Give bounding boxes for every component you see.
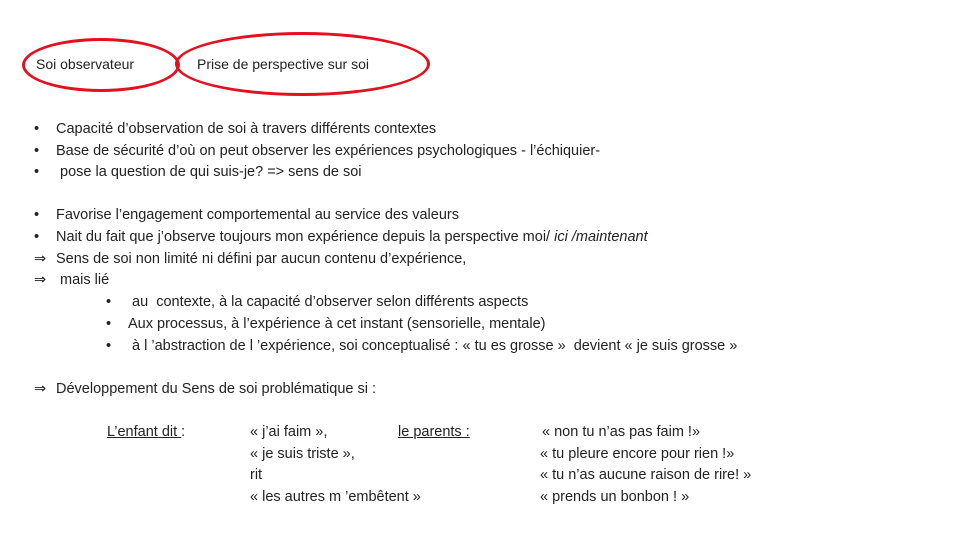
bullet-glyph: •	[34, 164, 40, 180]
sub-bullet-text: à l ’abstraction de l ’expérience, soi conceptualisé : « tu es grosse » devient « je suis grosse »	[128, 338, 738, 354]
bullet-text: Capacité d’observation de soi à travers différents contextes	[56, 121, 437, 137]
child-label	[107, 423, 185, 441]
bullet-glyph: •	[34, 207, 40, 223]
bullet-item	[34, 206, 459, 224]
bullet-glyph: •	[34, 121, 40, 137]
sub-bullet-text: au contexte, à la capacité d’observer selon différents aspects	[128, 294, 529, 310]
sub-bullet-text: Aux processus, à l’expérience à cet instant (sensorielle, mentale)	[128, 316, 546, 332]
sub-bullet-item	[106, 315, 545, 333]
bullet-text: Favorise l’engagement comportemental au service des valeurs	[56, 207, 459, 223]
implies-item	[34, 271, 109, 289]
child-quote: « je suis triste »,	[250, 446, 355, 462]
parent-quote: « non tu n’as pas faim !»	[538, 424, 701, 440]
parent-quote: « tu pleure encore pour rien !»	[540, 446, 735, 462]
bullet-text-italic: ici /maintenant	[554, 229, 648, 245]
bullet-text: Nait du fait que j’observe toujours mon expérience depuis la perspective moi/	[56, 229, 555, 245]
implies-arrow-icon: ⇒	[34, 272, 47, 288]
bullet-glyph: •	[34, 229, 40, 245]
implies-arrow-icon: ⇒	[34, 381, 47, 397]
parent-quote: « tu n’as aucune raison de rire! »	[540, 467, 752, 483]
implies-item	[34, 250, 466, 268]
child-quote: rit	[250, 467, 263, 483]
bullet-text: pose la question de qui suis-je? => sens de soi	[56, 164, 362, 180]
implies-text: Développement du Sens de soi problématique si :	[56, 381, 376, 397]
bullet-item	[34, 120, 436, 138]
implies-text: Sens de soi non limité ni défini par aucun contenu d’expérience,	[56, 251, 467, 267]
implies-arrow-icon: ⇒	[34, 251, 47, 267]
child-label-colon: :	[181, 424, 186, 440]
sub-bullet-item	[106, 293, 528, 311]
bullet-text: Base de sécurité d’où on peut observer les expériences psychologiques - l’échiquier-	[56, 143, 601, 159]
parent-quote: « prends un bonbon ! »	[540, 489, 690, 505]
bullet-glyph: •	[106, 316, 112, 332]
parent-label: le parents :	[398, 424, 470, 440]
oval-label-soi-observateur: Soi observateur	[36, 56, 135, 72]
bullet-glyph: •	[34, 143, 40, 159]
child-label-text: L’enfant dit	[107, 424, 182, 440]
oval-label-prise-de-perspective: Prise de perspective sur soi	[197, 56, 369, 72]
implies-text: mais lié	[56, 272, 110, 288]
bullet-item	[34, 142, 600, 160]
bullet-glyph: •	[106, 294, 112, 310]
bullet-item	[34, 228, 648, 246]
sub-bullet-item	[106, 337, 737, 355]
bullet-glyph: •	[106, 338, 112, 354]
child-quote: « les autres m ’embêtent »	[250, 489, 421, 505]
implies-item	[34, 380, 376, 398]
child-quote: « j’ai faim »,	[250, 424, 328, 440]
bullet-item	[34, 163, 362, 181]
